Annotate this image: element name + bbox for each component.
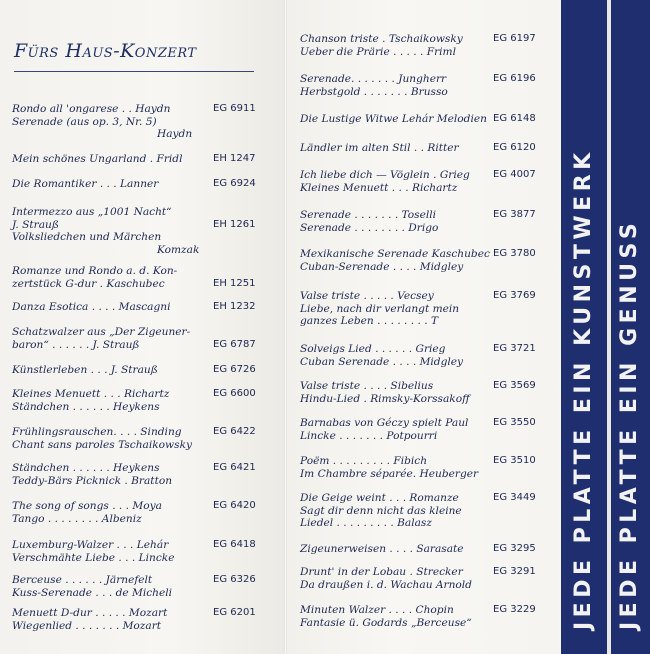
entry-line xyxy=(12,153,182,166)
entry-title: Volksliedchen und Märchen xyxy=(12,231,162,244)
left-record-entry xyxy=(12,326,256,351)
entry-title: Poëm . . . . . . . . . Fibich xyxy=(300,455,428,467)
entry-title: Kuss-Serenade . . . de Micheli xyxy=(12,586,173,599)
entry-line xyxy=(300,492,462,505)
page-fold xyxy=(284,0,287,654)
catalog-number: EG 3291 xyxy=(493,566,536,577)
entry-line xyxy=(300,517,462,530)
entry-title: Teddy-Bärs Picknick . Bratton xyxy=(12,474,173,487)
catalog-number: EG 6148 xyxy=(493,113,536,124)
entry-line xyxy=(12,607,167,620)
entry-title: Verschmähte Liebe . . . Lincke xyxy=(12,551,175,564)
entry-title: Ich liebe dich — Vöglein . Grieg xyxy=(300,169,470,181)
entry-title: Die Geige weint . . . Romanze xyxy=(300,492,459,504)
entry-title: Minuten Walzer . . . . Chopin xyxy=(300,604,454,616)
entry-title: Chanson triste . Tschaikowsky xyxy=(300,33,463,45)
catalog-number: EG 3877 xyxy=(493,209,536,220)
entry-line xyxy=(12,231,199,244)
entry-line xyxy=(300,169,470,182)
entry-title: Berceuse . . . . . . Järnefelt xyxy=(12,574,153,586)
entry-line xyxy=(300,430,468,443)
entry-title: Die Lustige Witwe Lehár Melodien xyxy=(300,113,487,125)
entry-title: Wiegenlied . . . . . . . Mozart xyxy=(12,619,162,632)
entry-title: Intermezzo aus „1001 Nacht“ xyxy=(12,206,172,218)
catalog-number: EH 1261 xyxy=(213,218,256,230)
catalog-number: EG 6197 xyxy=(493,33,536,44)
entry-line xyxy=(12,103,192,116)
entry-line xyxy=(12,587,172,600)
catalog-number: EG 6326 xyxy=(213,574,256,585)
entry-title: Rondo all 'ongarese . . Haydn xyxy=(12,103,171,115)
catalog-number: EG 4007 xyxy=(493,169,536,180)
entry-line xyxy=(300,248,490,261)
entry-title: Künstlerleben . . . J. Strauß xyxy=(12,364,158,376)
entry-line xyxy=(300,543,464,556)
catalog-number: EG 3569 xyxy=(493,380,536,391)
entry-title: Mexikanische Serenade Kaschubec xyxy=(300,248,490,260)
entry-title: Fantasie ü. Godards „Berceuse“ xyxy=(300,616,472,629)
left-record-entry xyxy=(12,607,256,632)
entry-title: Luxemburg-Walzer . . . Lehár xyxy=(12,539,169,551)
entry-line xyxy=(12,301,171,314)
left-record-entry xyxy=(12,153,256,166)
entry-line xyxy=(300,617,472,630)
entry-line xyxy=(12,426,192,439)
entry-title: Ueber die Prärie . . . . . Friml xyxy=(300,45,456,58)
right-record-entry xyxy=(300,290,536,328)
entry-line xyxy=(12,439,192,452)
entry-line xyxy=(12,244,199,257)
entry-line xyxy=(12,620,167,633)
entry-line xyxy=(300,222,438,235)
entry-title: Ständchen . . . . . . Heykens xyxy=(12,462,160,474)
entry-title: Im Chambre séparée. Heuberger xyxy=(300,467,479,480)
catalog-number: EG 6787 xyxy=(213,338,256,350)
entry-title: Drunt' in der Lobau . Strecker xyxy=(300,566,463,578)
catalog-number: EG 6924 xyxy=(213,178,256,189)
right-record-entry xyxy=(300,343,536,368)
catalog-number: EG 6420 xyxy=(213,500,256,511)
entry-title: Danza Esotica . . . . Mascagni xyxy=(12,301,171,313)
entry-title: Sagt dir denn nicht das kleine xyxy=(300,504,462,517)
entry-line xyxy=(12,326,190,339)
entry-line xyxy=(300,505,462,518)
entry-line xyxy=(300,86,448,99)
entry-line xyxy=(300,417,468,430)
catalog-number: EG 6418 xyxy=(213,539,256,550)
catalog-number: EG 3295 xyxy=(493,543,536,554)
entry-line xyxy=(12,513,162,526)
entry-line xyxy=(300,113,487,126)
entry-title: Herbstgold . . . . . . . Brusso xyxy=(300,85,448,98)
left-record-entry xyxy=(12,103,256,141)
entry-title: Solveigs Lied . . . . . . Grieg xyxy=(300,343,446,355)
catalog-number: EG 6196 xyxy=(493,73,536,84)
entry-title: Lincke . . . . . . . Potpourri xyxy=(300,429,438,442)
catalog-number: EG 3449 xyxy=(493,492,536,503)
entry-title: Liebe, nach dir verlangt mein xyxy=(300,302,460,315)
right-record-entry xyxy=(300,169,536,194)
right-record-entry xyxy=(300,455,536,480)
left-record-entry xyxy=(12,426,256,451)
entry-title: Menuett D-dur . . . . . Mozart xyxy=(12,607,168,619)
band-text-kunstwerk: JEDE PLATTE EIN KUNSTWERK xyxy=(571,148,596,630)
catalog-number: EG 3229 xyxy=(493,604,536,615)
entry-line xyxy=(300,393,470,406)
entry-line xyxy=(300,380,470,393)
entry-line xyxy=(12,278,177,291)
right-record-entry xyxy=(300,566,536,591)
entry-title: J. Strauß xyxy=(12,218,59,231)
right-record-entry xyxy=(300,248,536,273)
left-record-entry xyxy=(12,539,256,564)
catalog-number: EG 6726 xyxy=(213,364,256,375)
entry-line xyxy=(300,315,459,328)
entry-title: Haydn xyxy=(157,128,193,141)
entry-title: Liedel . . . . . . . . . Balasz xyxy=(300,517,432,530)
entry-line xyxy=(300,468,478,481)
entry-title: Kleines Menuett . . . Richartz xyxy=(12,388,170,400)
entry-title: Ständchen . . . . . . Heykens xyxy=(12,400,160,413)
catalog-number: EG 6201 xyxy=(213,607,256,618)
entry-line xyxy=(300,566,472,579)
catalog-number: EH 1232 xyxy=(213,301,256,312)
left-record-entry xyxy=(12,388,256,413)
left-record-entry xyxy=(12,364,256,377)
entry-line xyxy=(12,178,158,191)
catalog-number: EG 6421 xyxy=(213,462,256,473)
entry-title: Tango . . . . . . . . Albeniz xyxy=(12,512,142,525)
right-record-entry xyxy=(300,543,536,556)
entry-line xyxy=(300,33,463,46)
right-record-entry xyxy=(300,113,536,126)
entry-line xyxy=(12,539,174,552)
left-record-entry xyxy=(12,178,256,191)
entry-title: Da draußen i. d. Wachau Arnold xyxy=(300,578,472,591)
entry-title: Serenade. . . . . . . Jungherr xyxy=(300,73,447,85)
right-record-entry xyxy=(300,73,536,98)
left-record-entry xyxy=(12,462,256,487)
entry-title: Cuban Serenade . . . . Midgley xyxy=(300,355,464,368)
right-record-entry xyxy=(300,142,536,155)
entry-line xyxy=(300,343,463,356)
right-record-entry xyxy=(300,604,536,629)
right-record-entry xyxy=(300,380,536,405)
left-record-entry xyxy=(12,500,256,525)
entry-line xyxy=(300,142,459,155)
entry-title: The song of songs . . . Moya xyxy=(12,500,162,512)
catalog-number: EG 3510 xyxy=(493,455,536,466)
entry-title: Valse triste . . . . . Vecsey xyxy=(300,290,434,302)
title-underline xyxy=(14,71,254,72)
entry-line xyxy=(12,388,169,401)
entry-line xyxy=(12,475,172,488)
entry-title: Die Romantiker . . . Lanner xyxy=(12,178,159,190)
entry-line xyxy=(12,128,192,141)
entry-line xyxy=(12,339,190,352)
left-record-entry xyxy=(12,206,256,256)
entry-line xyxy=(300,182,470,195)
entry-line xyxy=(12,265,177,278)
entry-line xyxy=(12,552,174,565)
entry-title: Schatzwalzer aus „Der Zigeuner- xyxy=(12,326,191,338)
entry-title: Frühlingsrauschen. . . . Sinding xyxy=(12,426,182,438)
catalog-number: EG 6911 xyxy=(213,103,256,114)
entry-title: baron“ . . . . . . J. Strauß xyxy=(12,338,140,351)
catalog-number: EG 3550 xyxy=(493,417,536,428)
entry-line xyxy=(12,574,172,587)
entry-line xyxy=(300,73,448,86)
entry-title: Kleines Menuett . . . Richartz xyxy=(300,181,458,194)
entry-title: Valse triste . . . . Sibelius xyxy=(300,380,434,392)
entry-title: ganzes Leben . . . . . . . . T xyxy=(300,315,439,328)
catalog-number: EG 6600 xyxy=(213,388,256,399)
entry-title: Chant sans paroles Tschaikowsky xyxy=(12,438,192,451)
catalog-number: EG 6422 xyxy=(213,426,256,437)
entry-line xyxy=(300,579,472,592)
entry-title: Cuban-Serenade . . . . Midgley xyxy=(300,260,464,273)
entry-title: Barnabas von Géczy spielt Paul xyxy=(300,417,469,429)
entry-line xyxy=(12,206,199,219)
entry-line xyxy=(12,500,162,513)
entry-line xyxy=(300,261,490,274)
entry-line xyxy=(300,356,463,369)
entry-line xyxy=(12,401,169,414)
left-record-entry xyxy=(12,265,256,290)
entry-title: Ländler im alten Stil . . Ritter xyxy=(300,142,459,154)
entry-title: Romanze und Rondo a. d. Kon- xyxy=(12,265,178,277)
right-record-entry xyxy=(300,209,536,234)
entry-line xyxy=(12,219,199,232)
page-title: Fürs Haus-Konzert xyxy=(14,40,197,62)
catalog-number: EH 1251 xyxy=(213,277,256,289)
band-text-genuss: JEDE PLATTE EIN GENUSS xyxy=(617,218,642,630)
entry-title: Zigeunerweisen . . . . Sarasate xyxy=(300,543,464,555)
left-record-entry xyxy=(12,574,256,599)
entry-line xyxy=(12,364,158,377)
entry-line xyxy=(300,604,472,617)
right-record-entry xyxy=(300,417,536,442)
catalog-number: EH 1247 xyxy=(213,153,256,164)
entry-line xyxy=(300,303,459,316)
entry-title: Serenade . . . . . . . . Drigo xyxy=(300,221,439,234)
entry-line xyxy=(12,462,172,475)
entry-title: Hindu-Lied . Rimsky-Korssakoff xyxy=(300,392,470,405)
entry-title: zertstück G-dur . Kaschubec xyxy=(12,277,165,290)
catalog-number: EG 6120 xyxy=(493,142,536,153)
entry-line xyxy=(300,46,463,59)
entry-title: Serenade . . . . . . . Toselli xyxy=(300,209,437,221)
entry-line xyxy=(12,116,192,129)
entry-title: Komzak xyxy=(157,243,200,256)
right-record-entry xyxy=(300,33,536,58)
entry-title: Mein schönes Ungarland . Fridl xyxy=(12,153,183,165)
catalog-number: EG 3721 xyxy=(493,343,536,354)
entry-title: Serenade (aus op. 3, Nr. 5) xyxy=(12,115,157,128)
entry-line xyxy=(300,290,459,303)
entry-line xyxy=(300,209,438,222)
left-record-entry xyxy=(12,301,256,314)
catalog-number: EG 3769 xyxy=(493,290,536,301)
catalog-number: EG 3780 xyxy=(493,248,536,259)
entry-line xyxy=(300,455,478,468)
right-record-entry xyxy=(300,492,536,530)
